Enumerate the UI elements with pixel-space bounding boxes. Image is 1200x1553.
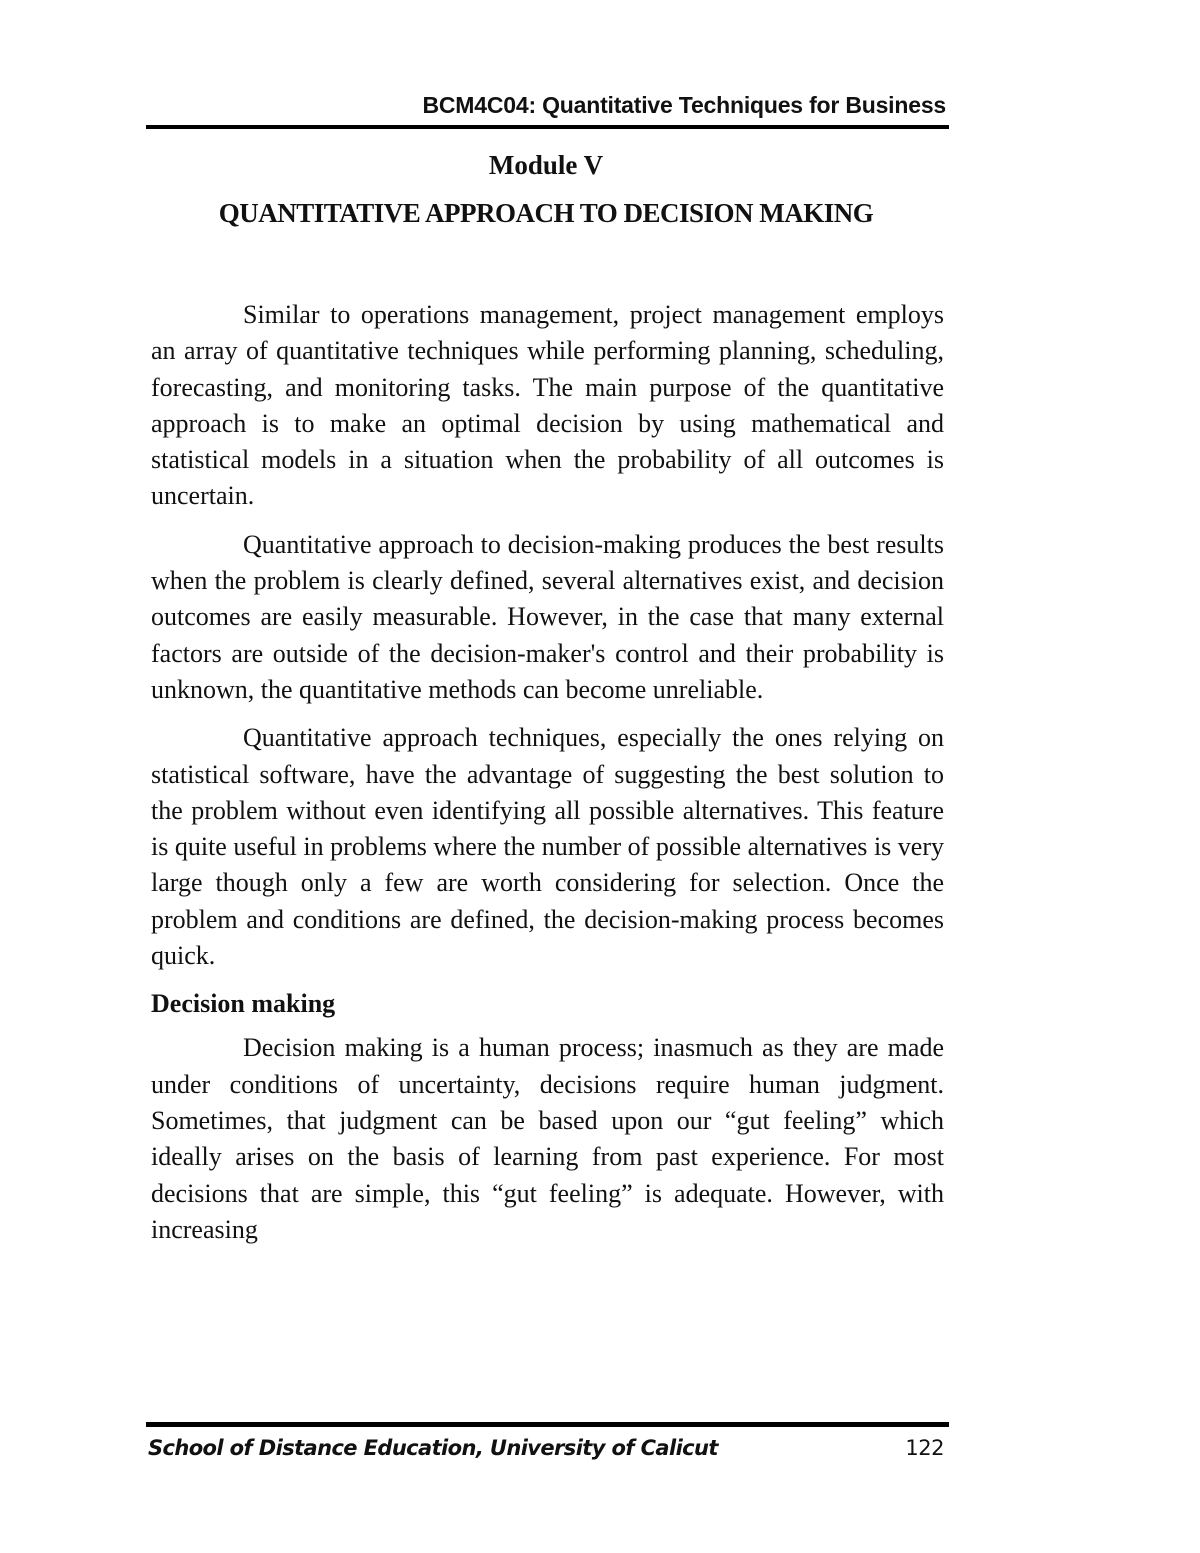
body-text (151, 297, 944, 1248)
page-footer (148, 1436, 944, 1460)
footer-rule (146, 1422, 949, 1427)
header-rule (146, 125, 949, 129)
paragraph: Similar to operations management, project management employs an array of quantitative techniques while performing planning, scheduling, forecasting, and monitoring tasks. The main purpose of the quantitative approach is to make an optimal decision by using mathematical and statistical models in a situation when the probability of all outcomes is uncertain. (151, 300, 944, 511)
paragraph: Quantitative approach techniques, especially the ones relying on statistical software, have the advantage of suggesting the best solution to the problem without even identifying all possible alternatives. This feature is quite useful in problems where the number of possible alternatives is very large though only a few are worth considering for selection. Once the problem and conditions are defined, the decision-making process becomes quick. (151, 723, 944, 971)
paragraph: Quantitative approach to decision-making produces the best results when the problem is clearly defined, several alternatives exist, and decision outcomes are easily measurable. However, in the case that many external factors are outside of the decision-maker's control and their probability is unknown, the quantitative methods can become unreliable. (151, 529, 944, 704)
footer-institution: School of Distance Education, University of Calicut (148, 1436, 718, 1460)
running-header: BCM4C04: Quantitative Techniques for Business (422, 92, 946, 118)
page-number: 122 (905, 1436, 944, 1460)
chapter-title: QUANTITATIVE APPROACH TO DECISION MAKING (218, 198, 874, 228)
module-number: Module V (488, 150, 604, 180)
paragraph: Decision making is a human process; inasmuch as they are made under conditions of uncertainty, decisions require human judgment. Sometimes, that judgment can be based upon our “gut feeling” which ideally arises on the basis of learning from past experience. For most decisions that are simple, this “gut feeling” is adequate. However, with increasing (151, 1033, 944, 1244)
section-heading: Decision making (151, 989, 336, 1019)
